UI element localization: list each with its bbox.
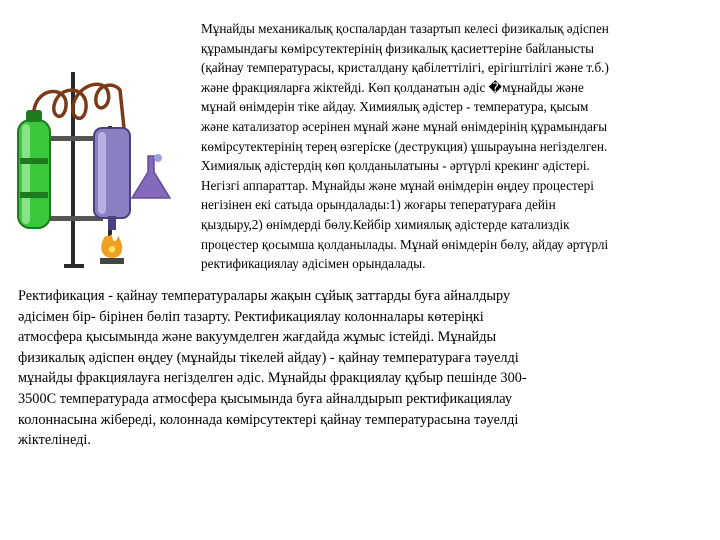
burner-flame xyxy=(100,234,124,264)
coiled-condenser-tube xyxy=(34,84,124,128)
purple-flask-column xyxy=(94,128,130,230)
stand-clamp-lower xyxy=(48,216,103,221)
lab-distillation-apparatus-icon xyxy=(8,66,194,272)
conical-flask xyxy=(132,154,170,198)
top-paragraph: Мұнайды механикалық қоспалардан тазартып келесі физикалық әдіспен құрамындағы көмірсутектерінің физикалық қасиеттеріне байланысты (қайнау температурасы, кристалдану қабілеттілігі, ерігіштілігі және т.б.) және фракцияларға жіктейді. Көп қолданатын әдіс �мұнайды және мұнай өнімдерін тіке айдау. Химиялық әдістер - температура, қысым және катализатор әсерінен мұнай және мұнай өнімдерінің құрамындағы көмірсутектерінің терең өзгеріске (деструкция) ұшырауына негізделген. Химиялық әдістердің көп қолданылатыны - әртүрлі крекинг әдістері. Негізгі аппараттар. Мұнайды және мұнай өнімдерін өңдеу процестері негізінен екі сатыда орындалады:1) жоғары теператураға дейін қыздыру,2) өнімдерді бөлу.Кейбір химиялық әдістерде катализдік процестер қосымша қолданылады. Мұнай өнімдерін бөлу, айдау әртүрлі ректификациялау әдісімен орындалады. xyxy=(201,21,609,272)
green-gas-cylinder xyxy=(18,110,50,228)
bottom-paragraph: Ректификация - қайнау температуралары жақын сұйық заттарды буға айналдыру әдісімен бір- бірінен бөліп тазарту. Ректификациялау колонналары көтеріңкі атмосфера қысымында және вакуумделген жағдайда жұмыс істейді. Мұнайды физикалық әдіспен өңдеу (мұнайды тікелей айдау) - қайнау температураға тәуелді мұнайды фракциялауға негізделген әдіс. Мұнайды фракциялау құбыр пешінде 300- 3500С температурада атмосфера қысымында буға айналдырып ректификациялау колоннасына жібереді, колоннада көмірсутектері қайнау температурасына тәуелді жіктелінеді. xyxy=(18,288,527,449)
stand-base xyxy=(64,264,84,268)
